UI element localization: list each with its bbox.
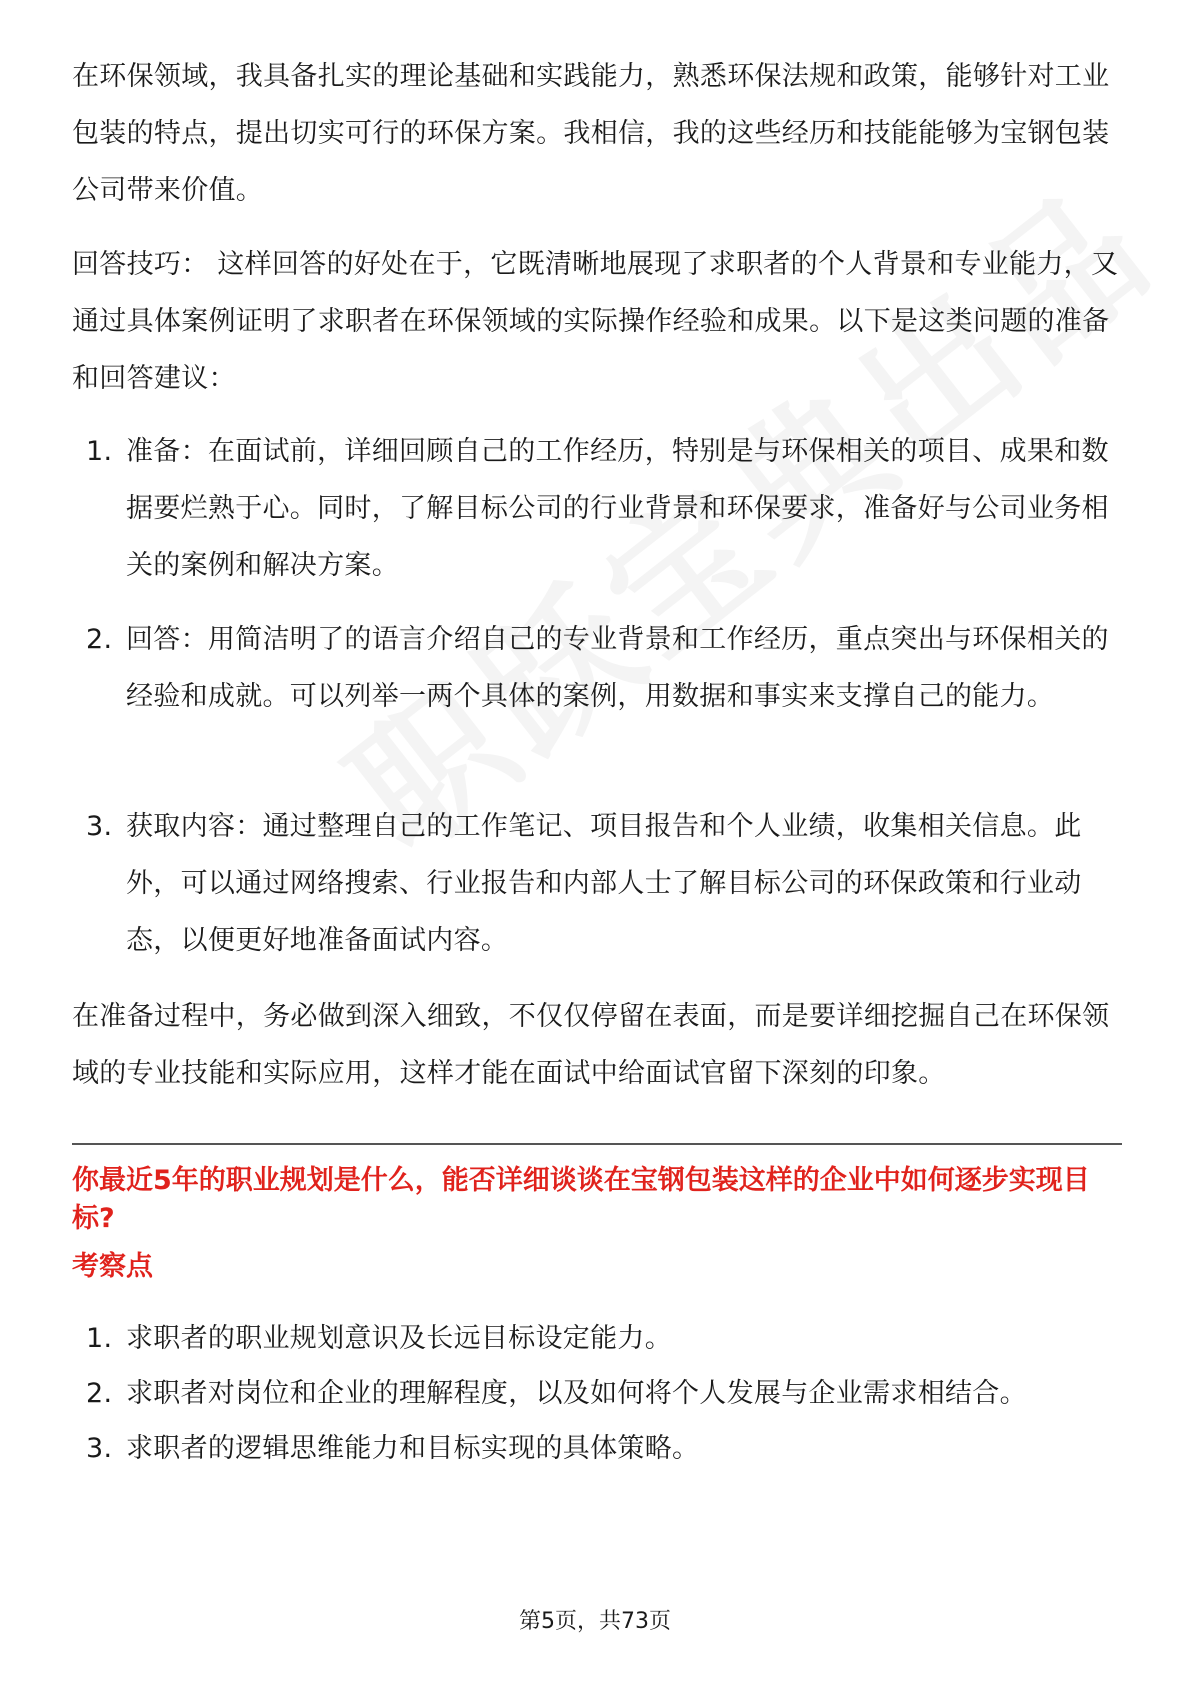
- advice-item-text: 获取内容：通过整理自己的工作笔记、项目报告和个人业绩，收集相关信息。此外，可以通过网络搜索、行业报告和内部人士了解目标公司的环保政策和行业动态，以便更好地准备面试内容。: [126, 811, 1082, 956]
- advice-item-text: 准备：在面试前，详细回顾自己的工作经历，特别是与环保相关的项目、成果和数据要烂熟于心。同时，了解目标公司的行业背景和环保要求，准备好与公司业务相关的案例和解决方案。: [126, 436, 1109, 581]
- check-item-number: 1.: [86, 1323, 113, 1354]
- intro-paragraph: 在环保领域，我具备扎实的理论基础和实践能力，熟悉环保法规和政策，能够针对工业包装的特点，提出切实可行的环保方案。我相信，我的这些经历和技能能够为宝钢包装公司带来价值。: [72, 61, 1110, 206]
- check-item-3: [72, 1429, 1122, 1469]
- advice-item-text: 回答：用简洁明了的语言介绍自己的专业背景和工作经历，重点突出与环保相关的经验和成就。可以列举一两个具体的案例，用数据和事实来支撑自己的能力。: [126, 624, 1109, 712]
- document-page: [72, 0, 1122, 1684]
- check-item-text: 求职者的逻辑思维能力和目标实现的具体策略。: [126, 1433, 700, 1464]
- advice-item-number: 2.: [86, 624, 113, 655]
- section-label: 考察点: [72, 1251, 153, 1282]
- advice-item-1: [72, 423, 1122, 594]
- closing-paragraph: 在准备过程中，务必做到深入细致，不仅仅停留在表面，而是要详细挖掘自己在环保领域的专业技能和实际应用，这样才能在面试中给面试官留下深刻的印象。: [72, 1001, 1110, 1089]
- advice-item-2: [72, 611, 1122, 725]
- advice-item-number: 1.: [86, 436, 113, 467]
- advice-item-number: 3.: [86, 811, 113, 842]
- check-item-number: 3.: [86, 1433, 113, 1464]
- page-footer: 第5页，共73页: [519, 1609, 671, 1634]
- check-item-text: 求职者的职业规划意识及长远目标设定能力。: [126, 1323, 672, 1354]
- check-item-number: 2.: [86, 1378, 113, 1409]
- check-item-1: [72, 1319, 1122, 1359]
- advice-item-3: [72, 798, 1122, 969]
- question-title: 你最近5年的职业规划是什么，能否详细谈谈在宝钢包装这样的企业中如何逐步实现目标?: [72, 1165, 1090, 1234]
- check-item-text: 求职者对岗位和企业的理解程度，以及如何将个人发展与企业需求相结合。: [126, 1378, 1027, 1409]
- section-divider: [72, 1143, 1122, 1145]
- tips-paragraph: 回答技巧： 这样回答的好处在于，它既清晰地展现了求职者的个人背景和专业能力，又通过具体案例证明了求职者在环保领域的实际操作经验和成果。以下是这类问题的准备和回答建议：: [72, 249, 1119, 394]
- check-item-2: [72, 1374, 1122, 1414]
